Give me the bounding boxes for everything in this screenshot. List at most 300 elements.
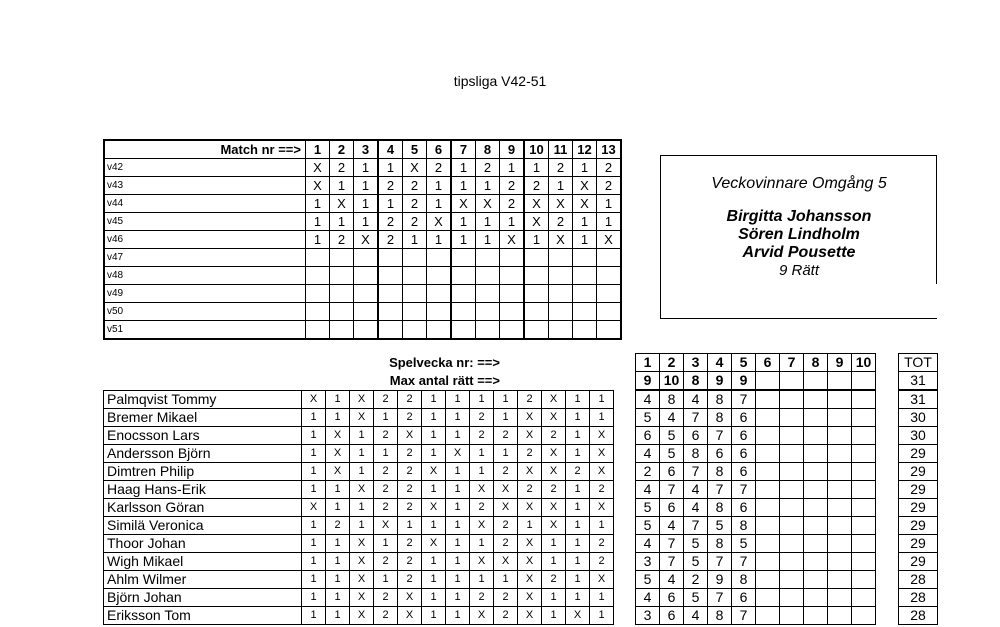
week-number-row <box>636 354 876 372</box>
week-score <box>780 445 804 463</box>
player-pick: 1 <box>542 553 566 571</box>
player-pick: 1 <box>446 589 470 607</box>
match-number: 12 <box>573 140 597 159</box>
player-pick: 1 <box>470 535 494 553</box>
week-label: v50 <box>104 303 306 321</box>
match-number: 4 <box>378 140 403 159</box>
week-number: 10 <box>852 354 876 372</box>
week-score: 2 <box>684 571 708 589</box>
week-score <box>804 409 828 427</box>
player-pick: 1 <box>374 535 398 553</box>
player-pick: 1 <box>590 607 614 625</box>
player-pick: 1 <box>566 535 590 553</box>
result-cell: X <box>597 231 622 249</box>
week-score <box>852 445 876 463</box>
player-pick: 1 <box>470 391 494 409</box>
week-score: 7 <box>708 481 732 499</box>
player-pick: 2 <box>398 391 422 409</box>
result-cell: 1 <box>306 213 330 231</box>
week-label: v43 <box>104 177 306 195</box>
week-score: 7 <box>708 427 732 445</box>
player-name: Karlsson Göran <box>104 499 302 517</box>
week-score <box>780 571 804 589</box>
week-score <box>852 409 876 427</box>
result-cell: 1 <box>427 231 452 249</box>
max-correct <box>852 372 876 391</box>
winner-name: Arvid Pousette <box>742 244 856 261</box>
week-number: 7 <box>780 354 804 372</box>
week-number-label: Spelvecka nr: ==> <box>389 355 500 370</box>
week-label: v45 <box>104 213 306 231</box>
result-cell: X <box>476 195 500 213</box>
player-pick: 1 <box>326 391 350 409</box>
week-score <box>756 607 780 625</box>
week-score: 6 <box>660 463 684 481</box>
week-score <box>780 409 804 427</box>
result-cell: 1 <box>378 159 403 177</box>
result-cell: 2 <box>597 177 622 195</box>
result-cell <box>451 249 476 267</box>
player-pick: 1 <box>566 445 590 463</box>
player-pick: 1 <box>302 535 326 553</box>
week-score: 6 <box>636 427 660 445</box>
player-pick: 1 <box>302 607 326 625</box>
result-cell <box>500 285 525 303</box>
week-score <box>804 607 828 625</box>
week-score <box>852 589 876 607</box>
player-pick: 2 <box>398 535 422 553</box>
player-pick: X <box>398 607 422 625</box>
player-pick: X <box>494 553 518 571</box>
player-pick: X <box>590 571 614 589</box>
player-pick: X <box>350 571 374 589</box>
player-pick: X <box>494 499 518 517</box>
player-pick: 1 <box>446 409 470 427</box>
week-score <box>828 390 852 409</box>
player-pick: 2 <box>590 481 614 499</box>
week-score <box>756 517 780 535</box>
player-pick: 1 <box>302 553 326 571</box>
match-nr-label: Match nr ==> <box>104 140 306 159</box>
week-score <box>828 481 852 499</box>
week-score: 8 <box>684 445 708 463</box>
week-score: 7 <box>684 463 708 481</box>
result-cell: 2 <box>524 177 549 195</box>
player-pick: 1 <box>518 517 542 535</box>
player-pick: 2 <box>374 481 398 499</box>
player-name: Enocsson Lars <box>104 427 302 445</box>
week-score <box>804 499 828 517</box>
result-cell: X <box>549 231 573 249</box>
week-score <box>852 535 876 553</box>
player-score-row <box>636 445 876 463</box>
week-score: 7 <box>660 481 684 499</box>
week-score <box>828 607 852 625</box>
week-score: 6 <box>660 589 684 607</box>
result-cell <box>573 303 597 321</box>
result-cell: 1 <box>378 195 403 213</box>
player-pick: 1 <box>350 517 374 535</box>
result-cell: 1 <box>427 177 452 195</box>
week-score <box>756 553 780 571</box>
player-total: 29 <box>899 499 938 517</box>
week-score: 8 <box>708 499 732 517</box>
results-header-row <box>104 140 621 159</box>
week-score <box>804 589 828 607</box>
player-pick: 1 <box>422 427 446 445</box>
player-pick: X <box>542 409 566 427</box>
player-name: Bremer Mikael <box>104 409 302 427</box>
max-correct-row <box>636 372 876 391</box>
player-pick: 2 <box>398 499 422 517</box>
week-score: 8 <box>660 390 684 409</box>
player-pick: 1 <box>446 607 470 625</box>
result-cell <box>549 321 573 340</box>
week-score: 7 <box>732 553 756 571</box>
player-pick: 1 <box>470 463 494 481</box>
results-row <box>104 213 621 231</box>
player-row <box>104 445 614 463</box>
player-pick: 2 <box>518 445 542 463</box>
player-score-row <box>636 499 876 517</box>
match-number: 2 <box>330 140 354 159</box>
player-pick: 1 <box>566 391 590 409</box>
player-row <box>104 607 614 625</box>
result-cell: 1 <box>354 195 379 213</box>
result-cell: 2 <box>597 159 622 177</box>
player-pick: 1 <box>326 409 350 427</box>
result-cell <box>524 285 549 303</box>
player-total: 31 <box>899 390 938 409</box>
player-pick: 2 <box>398 571 422 589</box>
player-total: 29 <box>899 553 938 571</box>
player-row <box>104 499 614 517</box>
week-winner-box <box>660 155 937 319</box>
player-pick: 1 <box>446 499 470 517</box>
player-pick: X <box>518 589 542 607</box>
week-score <box>780 589 804 607</box>
week-score <box>804 463 828 481</box>
result-cell <box>476 321 500 340</box>
match-number: 13 <box>597 140 622 159</box>
week-scores-table <box>635 353 876 625</box>
result-cell <box>330 285 354 303</box>
week-score <box>780 481 804 499</box>
player-pick: 1 <box>590 517 614 535</box>
result-cell: 2 <box>330 231 354 249</box>
player-pick: 1 <box>566 481 590 499</box>
player-pick: X <box>518 499 542 517</box>
result-cell <box>403 321 427 340</box>
player-pick: 1 <box>422 445 446 463</box>
result-cell: X <box>330 195 354 213</box>
week-score <box>852 517 876 535</box>
week-score: 8 <box>708 535 732 553</box>
player-pick: 1 <box>590 391 614 409</box>
result-cell <box>427 321 452 340</box>
player-pick: 1 <box>374 445 398 463</box>
week-score: 8 <box>708 409 732 427</box>
result-cell: 2 <box>427 159 452 177</box>
player-pick: 2 <box>398 445 422 463</box>
result-cell: 1 <box>403 231 427 249</box>
player-pick: 2 <box>326 517 350 535</box>
player-pick: X <box>398 589 422 607</box>
player-pick: X <box>350 535 374 553</box>
max-total: 31 <box>899 372 938 391</box>
result-cell: 1 <box>451 159 476 177</box>
results-row <box>104 231 621 249</box>
result-cell: 1 <box>476 177 500 195</box>
match-number: 5 <box>403 140 427 159</box>
week-score: 7 <box>732 481 756 499</box>
player-pick: 2 <box>494 589 518 607</box>
week-score: 6 <box>708 445 732 463</box>
result-cell: X <box>451 195 476 213</box>
max-correct-label: Max antal rätt ==> <box>389 373 500 388</box>
week-number: 9 <box>828 354 852 372</box>
player-pick: 1 <box>302 427 326 445</box>
player-total-row <box>899 607 938 625</box>
week-score <box>804 517 828 535</box>
player-pick: 1 <box>590 589 614 607</box>
week-score: 6 <box>732 499 756 517</box>
week-score <box>756 409 780 427</box>
result-cell: 1 <box>306 195 330 213</box>
player-pick: 1 <box>590 409 614 427</box>
week-score <box>756 589 780 607</box>
max-correct: 9 <box>732 372 756 391</box>
player-pick: 1 <box>302 517 326 535</box>
player-pick: 1 <box>422 517 446 535</box>
week-label: v49 <box>104 285 306 303</box>
player-pick: 2 <box>518 391 542 409</box>
result-cell <box>573 267 597 285</box>
result-cell <box>306 285 330 303</box>
week-score: 5 <box>684 589 708 607</box>
result-cell <box>451 303 476 321</box>
player-score-row <box>636 427 876 445</box>
result-cell: 2 <box>549 213 573 231</box>
player-pick: 1 <box>566 571 590 589</box>
result-cell <box>451 267 476 285</box>
week-score: 7 <box>708 589 732 607</box>
player-pick: X <box>350 409 374 427</box>
week-score <box>780 463 804 481</box>
week-score: 3 <box>636 553 660 571</box>
player-pick: X <box>590 499 614 517</box>
week-score <box>804 427 828 445</box>
week-label: v47 <box>104 249 306 267</box>
week-score: 5 <box>684 553 708 571</box>
result-cell: 1 <box>573 213 597 231</box>
player-total-row <box>899 589 938 607</box>
result-cell: 1 <box>500 213 525 231</box>
result-cell <box>378 285 403 303</box>
result-cell: X <box>573 195 597 213</box>
result-cell <box>403 303 427 321</box>
result-cell <box>524 267 549 285</box>
player-pick: 1 <box>494 409 518 427</box>
player-name: Eriksson Tom <box>104 607 302 625</box>
player-pick: 1 <box>350 463 374 481</box>
week-score <box>756 481 780 499</box>
player-pick: X <box>518 571 542 589</box>
result-cell: 2 <box>378 231 403 249</box>
result-cell <box>597 267 622 285</box>
week-score: 5 <box>684 535 708 553</box>
player-row <box>104 517 614 535</box>
week-score <box>780 607 804 625</box>
player-pick: 1 <box>326 499 350 517</box>
player-score-row <box>636 463 876 481</box>
result-cell: 1 <box>330 213 354 231</box>
player-pick: 1 <box>422 409 446 427</box>
player-pick: X <box>446 445 470 463</box>
result-cell <box>597 321 622 340</box>
player-pick: 2 <box>542 571 566 589</box>
player-pick: 1 <box>446 481 470 499</box>
player-pick: 2 <box>374 427 398 445</box>
week-number: 6 <box>756 354 780 372</box>
result-cell: 2 <box>500 177 525 195</box>
player-row <box>104 589 614 607</box>
result-cell: 2 <box>378 213 403 231</box>
player-score-row <box>636 571 876 589</box>
week-score: 4 <box>636 535 660 553</box>
player-pick: 1 <box>446 553 470 571</box>
player-pick: 1 <box>422 571 446 589</box>
player-pick: 1 <box>302 571 326 589</box>
week-score: 7 <box>684 517 708 535</box>
result-cell: X <box>524 213 549 231</box>
player-row <box>104 409 614 427</box>
result-cell: 1 <box>330 177 354 195</box>
player-pick: X <box>470 481 494 499</box>
week-score: 4 <box>684 499 708 517</box>
result-cell: 2 <box>403 177 427 195</box>
result-cell: 1 <box>597 195 622 213</box>
player-pick: 1 <box>374 571 398 589</box>
player-pick: 1 <box>302 445 326 463</box>
result-cell <box>573 285 597 303</box>
player-pick: X <box>422 463 446 481</box>
week-score <box>852 607 876 625</box>
player-pick: 2 <box>542 427 566 445</box>
week-score: 3 <box>636 607 660 625</box>
player-pick: 2 <box>374 391 398 409</box>
week-score <box>756 445 780 463</box>
result-cell: 1 <box>573 231 597 249</box>
player-pick: 2 <box>566 463 590 481</box>
week-number: 3 <box>684 354 708 372</box>
player-pick: 1 <box>326 607 350 625</box>
result-cell: X <box>403 159 427 177</box>
results-row <box>104 159 621 177</box>
week-score <box>804 535 828 553</box>
week-score: 8 <box>732 517 756 535</box>
player-pick: X <box>302 391 326 409</box>
week-score <box>756 427 780 445</box>
player-total-row <box>899 427 938 445</box>
result-cell: X <box>500 231 525 249</box>
player-pick: 2 <box>494 535 518 553</box>
week-score: 7 <box>708 553 732 571</box>
result-cell <box>500 303 525 321</box>
result-cell: 2 <box>549 159 573 177</box>
player-pick: X <box>542 463 566 481</box>
player-pick: 2 <box>470 427 494 445</box>
result-cell <box>403 267 427 285</box>
player-total: 30 <box>899 427 938 445</box>
week-score: 9 <box>708 571 732 589</box>
player-pick: X <box>470 607 494 625</box>
week-score <box>756 463 780 481</box>
result-cell <box>524 321 549 340</box>
week-score: 4 <box>636 390 660 409</box>
week-score: 4 <box>660 571 684 589</box>
player-total: 29 <box>899 517 938 535</box>
player-pick: 1 <box>446 427 470 445</box>
result-cell <box>378 303 403 321</box>
result-cell: 2 <box>330 159 354 177</box>
result-cell <box>500 267 525 285</box>
week-label: v51 <box>104 321 306 340</box>
match-number: 1 <box>306 140 330 159</box>
player-pick: 2 <box>374 463 398 481</box>
match-number: 7 <box>451 140 476 159</box>
player-pick: 2 <box>494 427 518 445</box>
result-cell <box>427 285 452 303</box>
player-pick: X <box>422 499 446 517</box>
player-pick: X <box>398 427 422 445</box>
week-score: 6 <box>732 589 756 607</box>
result-cell <box>451 285 476 303</box>
player-total: 29 <box>899 535 938 553</box>
result-cell <box>597 249 622 267</box>
max-correct: 8 <box>684 372 708 391</box>
player-pick: 2 <box>590 535 614 553</box>
player-picks-table <box>103 390 614 625</box>
week-score: 2 <box>636 463 660 481</box>
result-cell <box>403 249 427 267</box>
player-pick: 1 <box>446 535 470 553</box>
player-pick: 1 <box>326 553 350 571</box>
player-pick: 2 <box>398 481 422 499</box>
result-cell <box>354 267 379 285</box>
results-row <box>104 303 621 321</box>
week-score: 5 <box>660 445 684 463</box>
player-pick: 1 <box>422 607 446 625</box>
player-pick: X <box>350 553 374 571</box>
week-label: v44 <box>104 195 306 213</box>
match-number: 11 <box>549 140 573 159</box>
results-row <box>104 177 621 195</box>
result-cell <box>330 267 354 285</box>
week-score: 4 <box>684 481 708 499</box>
result-cell: X <box>549 195 573 213</box>
week-score: 4 <box>636 589 660 607</box>
result-cell: 1 <box>524 159 549 177</box>
week-score <box>756 535 780 553</box>
week-score <box>828 499 852 517</box>
player-pick: X <box>470 553 494 571</box>
player-pick: 1 <box>302 481 326 499</box>
result-cell <box>330 321 354 340</box>
week-score <box>852 499 876 517</box>
match-number: 3 <box>354 140 379 159</box>
result-cell <box>451 321 476 340</box>
